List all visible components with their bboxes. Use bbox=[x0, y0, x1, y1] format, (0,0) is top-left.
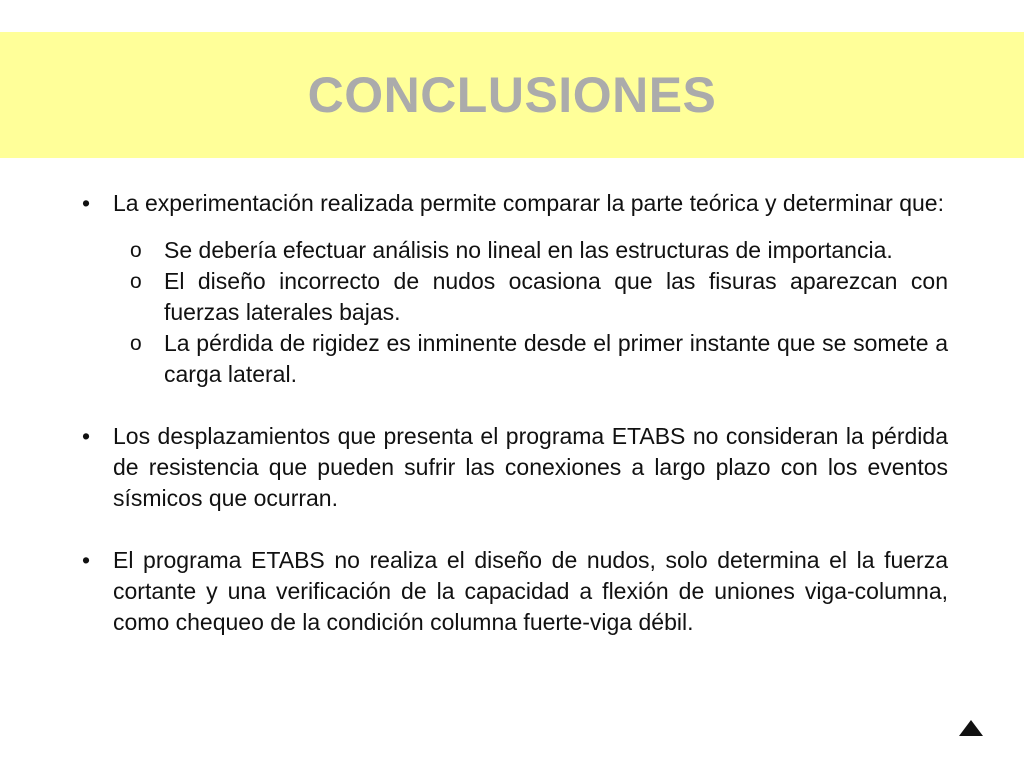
circle-bullet-icon: o bbox=[130, 270, 142, 293]
sub-bullet-item bbox=[130, 266, 948, 328]
spacer bbox=[80, 390, 948, 421]
triangle-up-shape bbox=[959, 720, 983, 736]
sub-bullet-item bbox=[130, 235, 948, 266]
circle-bullet-icon: o bbox=[130, 332, 142, 355]
title-banner bbox=[0, 32, 1024, 158]
sub-bullet-text: Se debería efectuar análisis no lineal en las estructuras de importancia. bbox=[164, 237, 893, 263]
bullet-item bbox=[80, 188, 948, 219]
slide-title: CONCLUSIONES bbox=[307, 67, 717, 123]
triangle-up-icon[interactable] bbox=[958, 718, 984, 738]
sub-bullet-list bbox=[130, 235, 948, 390]
bullet-item bbox=[80, 421, 948, 514]
circle-bullet-icon: o bbox=[130, 239, 142, 262]
slide-content bbox=[80, 188, 948, 638]
bullet-icon: • bbox=[82, 423, 91, 449]
bullet-text: Los desplazamientos que presenta el programa ETABS no consideran la pérdida de resistencia que pueden sufrir las conexiones a largo plazo con los eventos sísmicos que ocurran. bbox=[113, 423, 948, 511]
sub-bullet-text: El diseño incorrecto de nudos ocasiona que las fisuras aparezcan con fuerzas laterales bajas. bbox=[164, 268, 948, 325]
bullet-icon: • bbox=[82, 190, 91, 216]
bullet-text: El programa ETABS no realiza el diseño de nudos, solo determina el la fuerza cortante y una verificación de la capacidad a flexión de uniones viga-columna, como chequeo de la condición columna fuerte-viga débil. bbox=[113, 547, 948, 635]
spacer bbox=[80, 514, 948, 545]
sub-bullet-text: La pérdida de rigidez es inminente desde el primer instante que se somete a carga lateral. bbox=[164, 330, 948, 387]
sub-bullet-item bbox=[130, 328, 948, 390]
bullet-text: La experimentación realizada permite comparar la parte teórica y determinar que: bbox=[113, 190, 944, 216]
bullet-icon: • bbox=[82, 547, 91, 573]
bullet-item bbox=[80, 545, 948, 638]
